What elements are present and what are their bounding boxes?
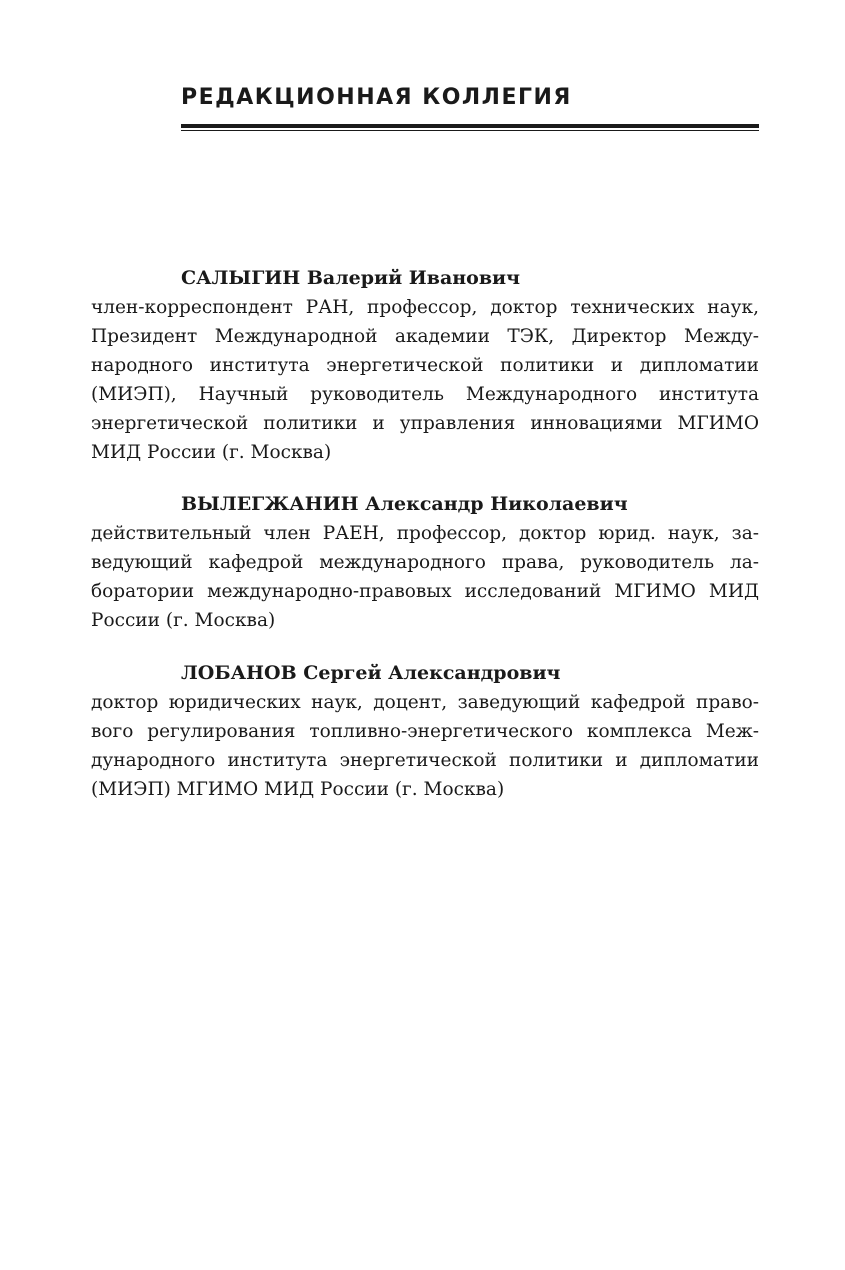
description-line: действительный член РАЕН, профессор, доктор юрид. наук, за- bbox=[91, 523, 759, 544]
board-member-vylegzhanin bbox=[91, 490, 759, 635]
description-line: доктор юридических наук, доцент, заведующий кафедрой право- bbox=[91, 692, 759, 713]
board-member-lobanov bbox=[91, 659, 759, 804]
title-rule-thick bbox=[181, 124, 759, 128]
description-line: Президент Международной академии ТЭК, Директор Междy- bbox=[91, 326, 759, 347]
description-line: дународного института энергетической политики и дипломатии bbox=[91, 750, 759, 771]
description-line: член-корреспондент РАН, профессор, доктор технических наук, bbox=[91, 297, 759, 318]
description-line: вого регулирования топливно-энергетического комплекса Меж- bbox=[91, 721, 759, 742]
member-description bbox=[91, 688, 759, 804]
title-rule-thin bbox=[181, 130, 759, 131]
member-description bbox=[91, 519, 759, 635]
member-description bbox=[91, 293, 759, 467]
member-name: ЛОБАНОВ Сергей Александрович bbox=[181, 662, 561, 684]
member-name: САЛЫГИН Валерий Иванович bbox=[181, 267, 521, 289]
description-line: энергетической политики и управления инновациями МГИМО bbox=[91, 413, 759, 434]
board-member-salygin bbox=[91, 264, 759, 467]
description-line: (МИЭП), Научный руководитель Международного института bbox=[91, 384, 759, 405]
description-line: (МИЭП) МГИМО МИД России (г. Москва) bbox=[91, 779, 505, 800]
description-line: МИД России (г. Москва) bbox=[91, 442, 332, 463]
description-line: боратории международно-правовых исследований МГИМО МИД bbox=[91, 581, 759, 602]
section-title: РЕДАКЦИОННАЯ КОЛЛЕГИЯ bbox=[181, 85, 572, 110]
member-name: ВЫЛЕГЖАНИН Александр Николаевич bbox=[181, 493, 628, 515]
description-line: ведующий кафедрой международного права, руководитель ла- bbox=[91, 552, 759, 573]
description-line: России (г. Москва) bbox=[91, 610, 276, 631]
description-line: народного института энергетической политики и дипломатии bbox=[91, 355, 759, 376]
